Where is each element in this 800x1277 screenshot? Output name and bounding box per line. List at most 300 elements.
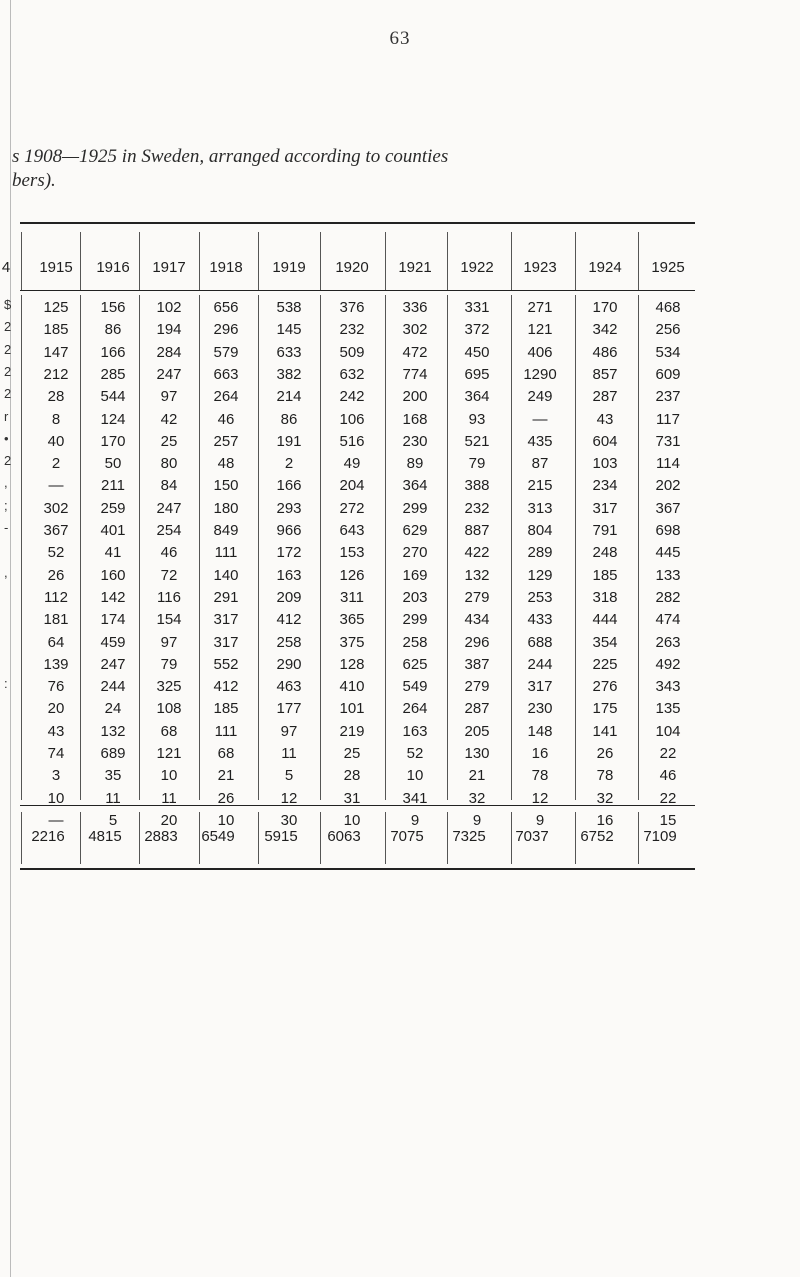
table-cell: 287: [464, 700, 490, 718]
table-cell: 237: [655, 388, 681, 406]
table-cell: 89: [406, 455, 424, 473]
table-cell: 354: [592, 633, 618, 651]
table-cell: 11: [281, 745, 297, 762]
table-cell: 74: [47, 745, 65, 762]
table-cell: 279: [464, 678, 490, 696]
table-cell: 9: [535, 811, 545, 829]
total-cell: 7037: [515, 828, 549, 845]
table-cell: 97: [280, 722, 298, 740]
table-cell: 154: [156, 611, 182, 629]
table-caption-line-1: s 1908—1925 in Sweden, arranged according to counties: [12, 146, 449, 167]
table-cell: 376: [339, 299, 365, 316]
table-cell: 317: [213, 633, 239, 651]
column-divider: [385, 232, 386, 290]
table-cell: 48: [217, 455, 235, 473]
table-cell: 121: [527, 321, 553, 339]
table-cell: 28: [343, 767, 361, 785]
table-cell: 139: [43, 655, 69, 673]
table-cell: 521: [464, 432, 490, 450]
table-cell: 25: [160, 432, 178, 450]
table-cell: 125: [43, 299, 69, 316]
table-cell: 264: [402, 700, 428, 718]
table-cell: 150: [213, 477, 239, 495]
column-divider: [199, 232, 200, 290]
column-divider: [258, 295, 259, 800]
table-cell: 257: [213, 432, 239, 450]
table-cell: 804: [527, 522, 553, 539]
table-cell: 9: [410, 811, 420, 829]
table-cell: 86: [104, 321, 122, 339]
table-cell: 49: [343, 455, 361, 473]
table-cell: 147: [43, 343, 69, 361]
table-cell: 401: [100, 522, 126, 539]
column-header-year: 1915: [39, 259, 73, 276]
table-cell: 11: [105, 789, 121, 807]
table-cell: 215: [527, 477, 553, 495]
table-cell: 279: [464, 588, 490, 606]
table-cell: 632: [339, 365, 365, 383]
table-cell: 79: [468, 455, 486, 473]
table-cell: 382: [276, 365, 302, 383]
table-cell: 285: [100, 365, 126, 383]
table-cell: 68: [160, 722, 178, 740]
column-divider: [139, 232, 140, 290]
table-cell: 116: [157, 588, 181, 606]
table-cell: 68: [217, 745, 235, 762]
table-top-rule: [20, 222, 695, 224]
table-cell: 80: [160, 455, 178, 473]
table-cell: 97: [160, 388, 178, 406]
row-stub-mark: r: [4, 408, 9, 424]
table-cell: 219: [339, 722, 365, 740]
table-cell: 22: [659, 789, 677, 807]
table-cell: 31: [343, 789, 361, 807]
table-cell: 468: [655, 299, 681, 316]
table-cell: 160: [100, 566, 126, 584]
table-cell: 24: [104, 700, 122, 718]
column-divider: [385, 295, 386, 800]
table-cell: 375: [339, 633, 365, 651]
table-cell: 174: [100, 611, 126, 629]
table-cell: 12: [280, 789, 298, 807]
table-cell: 86: [280, 410, 298, 428]
table-cell: 544: [100, 388, 126, 406]
column-header-year: 1918: [209, 259, 243, 276]
table-cell: 78: [596, 767, 614, 785]
table-cell: 698: [655, 522, 681, 539]
table-cell: 16: [596, 811, 614, 829]
table-cell: 32: [596, 789, 614, 807]
table-cell: 169: [402, 566, 428, 584]
header-bottom-rule: [20, 290, 695, 291]
table-cell: 663: [213, 365, 239, 383]
table-cell: —: [48, 477, 64, 495]
table-cell: 163: [276, 566, 302, 584]
table-cell: 486: [592, 343, 618, 361]
table-cell: 50: [104, 455, 122, 473]
table-cell: 317: [527, 678, 553, 696]
table-cell: 244: [527, 655, 553, 673]
table-cell: 103: [592, 455, 618, 473]
table-cell: 849: [213, 522, 239, 539]
row-stub-mark: 2: [4, 386, 12, 402]
table-cell: 234: [592, 477, 618, 495]
table-cell: 341: [402, 789, 428, 807]
table-cell: 318: [592, 588, 618, 606]
scan-margin-line: [10, 0, 11, 1277]
table-cell: 534: [655, 343, 681, 361]
table-cell: 492: [655, 655, 681, 673]
table-cell: 46: [217, 410, 235, 428]
table-cell: 887: [464, 522, 490, 539]
table-cell: 1290: [523, 365, 557, 383]
table-cell: 121: [156, 745, 182, 762]
row-stub-mark: 2: [4, 453, 12, 469]
table-cell: 142: [100, 588, 126, 606]
table-cell: 230: [527, 700, 553, 718]
table-cell: 170: [100, 432, 126, 450]
table-cell: 203: [402, 588, 428, 606]
table-cell: 9: [472, 811, 482, 829]
table-cell: 313: [527, 499, 553, 517]
table-cell: 263: [655, 633, 681, 651]
table-cell: 450: [464, 343, 490, 361]
column-divider: [199, 295, 200, 800]
table-cell: 331: [464, 299, 490, 316]
table-cell: 117: [656, 410, 680, 428]
column-divider: [575, 232, 576, 290]
table-cell: 270: [402, 544, 428, 562]
table-cell: 191: [276, 432, 302, 450]
table-cell: 43: [47, 722, 65, 740]
table-cell: 211: [101, 477, 125, 495]
table-cell: 276: [592, 678, 618, 696]
table-cell: 42: [160, 410, 178, 428]
total-cell: 7109: [643, 828, 677, 845]
table-cell: 135: [655, 700, 681, 718]
table-cell: 114: [656, 455, 680, 473]
table-cell: 317: [213, 611, 239, 629]
table-cell: 12: [531, 789, 549, 807]
table-cell: 302: [43, 499, 69, 517]
table-cell: 132: [100, 722, 126, 740]
table-cell: 244: [100, 678, 126, 696]
table-cell: 202: [655, 477, 681, 495]
table-cell: 254: [156, 522, 182, 539]
column-divider: [21, 295, 22, 800]
table-cell: 609: [655, 365, 681, 383]
table-cell: 78: [531, 767, 549, 785]
table-cell: 291: [213, 588, 239, 606]
table-cell: 43: [596, 410, 614, 428]
table-cell: 412: [213, 678, 239, 696]
table-cell: 41: [104, 544, 122, 562]
table-cell: —: [532, 410, 548, 428]
table-cell: 140: [213, 566, 239, 584]
table-cell: 695: [464, 365, 490, 383]
table-cell: 388: [464, 477, 490, 495]
table-cell: 966: [276, 522, 302, 539]
table-cell: 302: [402, 321, 428, 339]
row-stub-mark: ,: [4, 475, 8, 491]
table-cell: 52: [406, 745, 424, 762]
column-divider: [320, 232, 321, 290]
column-divider: [21, 232, 22, 290]
table-cell: 422: [464, 544, 490, 562]
table-cell: 93: [468, 410, 486, 428]
table-cell: 688: [527, 633, 553, 651]
table-cell: 64: [47, 633, 65, 651]
table-cell: 387: [464, 655, 490, 673]
total-cell: 6549: [201, 828, 235, 845]
table-cell: 509: [339, 343, 365, 361]
table-cell: 247: [100, 655, 126, 673]
table-cell: 129: [527, 566, 553, 584]
table-cell: 656: [213, 299, 239, 316]
table-cell: 163: [402, 722, 428, 740]
table-cell: 84: [160, 477, 178, 495]
table-cell: 180: [213, 499, 239, 517]
table-cell: 731: [655, 432, 681, 450]
table-cell: 52: [47, 544, 65, 562]
table-cell: 248: [592, 544, 618, 562]
table-cell: 791: [592, 522, 618, 539]
table-cell: 343: [655, 678, 681, 696]
row-stub-mark: 2: [4, 341, 12, 357]
total-cell: 2216: [31, 828, 65, 845]
table-cell: 148: [527, 722, 553, 740]
table-cell: 225: [592, 655, 618, 673]
row-stub-mark: 2: [4, 363, 12, 379]
row-stub-mark: ;: [4, 497, 8, 513]
table-cell: 232: [339, 321, 365, 339]
table-cell: 101: [339, 700, 365, 718]
table-cell: 40: [47, 432, 65, 450]
table-cell: 181: [43, 611, 69, 629]
table-cell: 25: [343, 745, 361, 762]
column-header-year: 1924: [588, 259, 622, 276]
header-cut-label: 4: [1, 259, 11, 276]
table-cell: 284: [156, 343, 182, 361]
table-cell: 633: [276, 343, 302, 361]
table-cell: 367: [43, 522, 69, 539]
table-cell: 549: [402, 678, 428, 696]
column-header-year: 1923: [523, 259, 557, 276]
table-cell: 552: [213, 655, 239, 673]
table-cell: 185: [213, 700, 239, 718]
column-header-year: 1922: [460, 259, 494, 276]
table-cell: 20: [160, 811, 178, 829]
table-cell: 10: [47, 789, 65, 807]
table-cell: 412: [276, 611, 302, 629]
table-cell: 444: [592, 611, 618, 629]
total-cell: 4815: [88, 828, 122, 845]
table-cell: 21: [468, 767, 486, 785]
column-header-year: 1925: [651, 259, 685, 276]
table-cell: 111: [214, 544, 238, 562]
column-header-year: 1920: [335, 259, 369, 276]
table-cell: 325: [156, 678, 182, 696]
table-cell: 299: [402, 499, 428, 517]
table-cell: 282: [655, 588, 681, 606]
table-cell: 76: [47, 678, 65, 696]
table-cell: 293: [276, 499, 302, 517]
row-stub-mark: :: [4, 676, 8, 692]
table-cell: 434: [464, 611, 490, 629]
table-cell: 625: [402, 655, 428, 673]
table-cell: 372: [464, 321, 490, 339]
table-cell: 175: [592, 700, 618, 718]
column-header-year: 1921: [398, 259, 432, 276]
page-number: 63: [389, 28, 411, 49]
table-cell: 10: [343, 811, 361, 829]
table-cell: 72: [160, 566, 178, 584]
column-divider: [447, 232, 448, 290]
table-cell: 406: [527, 343, 553, 361]
table-cell: 249: [527, 388, 553, 406]
table-cell: 857: [592, 365, 618, 383]
table-cell: 259: [100, 499, 126, 517]
table-cell: 472: [402, 343, 428, 361]
total-cell: 2883: [144, 828, 178, 845]
table-cell: 689: [100, 745, 126, 762]
table-cell: 232: [464, 499, 490, 517]
table-cell: 272: [339, 499, 365, 517]
table-caption-line-2: bers).: [12, 170, 56, 191]
table-cell: 474: [655, 611, 681, 629]
table-cell: 774: [402, 365, 428, 383]
table-cell: 200: [402, 388, 428, 406]
row-stub-mark: ,: [4, 564, 8, 580]
table-cell: 35: [104, 767, 122, 785]
table-cell: 214: [276, 388, 302, 406]
table-cell: 126: [339, 566, 365, 584]
table-cell: 194: [156, 321, 182, 339]
row-stub-mark: $: [4, 297, 12, 312]
table-cell: 112: [44, 588, 68, 606]
table-cell: 145: [276, 321, 302, 339]
column-divider: [258, 232, 259, 290]
table-cell: 133: [655, 566, 681, 584]
table-cell: 46: [160, 544, 178, 562]
table-cell: 185: [592, 566, 618, 584]
table-cell: 111: [214, 722, 238, 740]
column-divider: [575, 295, 576, 800]
table-cell: 170: [592, 299, 618, 316]
table-cell: 124: [100, 410, 126, 428]
table-cell: 10: [160, 767, 178, 785]
table-cell: 106: [339, 410, 365, 428]
table-cell: 271: [527, 299, 553, 316]
table-cell: 538: [276, 299, 302, 316]
table-cell: 22: [659, 745, 677, 762]
table-cell: —: [48, 811, 64, 829]
table-cell: 2: [284, 455, 294, 473]
table-cell: 247: [156, 365, 182, 383]
table-cell: 2: [51, 455, 61, 473]
column-divider: [21, 812, 22, 864]
row-stub-mark: 2: [4, 319, 12, 335]
total-cell: 5915: [264, 828, 298, 845]
table-cell: 579: [213, 343, 239, 361]
row-stub-mark: -: [4, 520, 9, 535]
table-cell: 258: [276, 633, 302, 651]
table-cell: 253: [527, 588, 553, 606]
table-cell: 21: [217, 767, 235, 785]
table-cell: 30: [280, 811, 298, 829]
table-cell: 79: [160, 655, 178, 673]
column-divider: [139, 295, 140, 800]
table-cell: 604: [592, 432, 618, 450]
table-cell: 166: [100, 343, 126, 361]
table-cell: 26: [596, 745, 614, 762]
table-cell: 459: [100, 633, 126, 651]
total-cell: 7325: [452, 828, 486, 845]
total-cell: 7075: [390, 828, 424, 845]
table-cell: 128: [339, 655, 365, 673]
table-cell: 172: [276, 544, 302, 562]
table-cell: 317: [592, 499, 618, 517]
table-cell: 46: [659, 767, 677, 785]
table-cell: 28: [47, 388, 65, 406]
total-cell: 6063: [327, 828, 361, 845]
table-cell: 130: [464, 745, 490, 762]
table-cell: 10: [217, 811, 235, 829]
table-cell: 445: [655, 544, 681, 562]
table-cell: 11: [161, 789, 177, 807]
table-cell: 629: [402, 522, 428, 539]
table-cell: 104: [655, 722, 681, 740]
table-cell: 132: [464, 566, 490, 584]
table-cell: 156: [100, 299, 126, 316]
table-cell: 247: [156, 499, 182, 517]
table-cell: 97: [160, 633, 178, 651]
table-cell: 435: [527, 432, 553, 450]
table-cell: 264: [213, 388, 239, 406]
table-cell: 212: [43, 365, 69, 383]
table-cell: 287: [592, 388, 618, 406]
total-cell: 6752: [580, 828, 614, 845]
table-cell: 15: [659, 811, 677, 829]
column-header-year: 1917: [152, 259, 186, 276]
column-divider: [447, 295, 448, 800]
table-cell: 10: [406, 767, 424, 785]
table-cell: 8: [51, 410, 61, 428]
table-cell: 177: [276, 700, 302, 718]
column-divider: [320, 295, 321, 800]
table-cell: 299: [402, 611, 428, 629]
row-stub-mark: •: [4, 430, 9, 446]
table-cell: 367: [655, 499, 681, 517]
table-cell: 3: [51, 767, 61, 785]
table-cell: 296: [213, 321, 239, 339]
table-cell: 205: [464, 722, 490, 740]
table-cell: 289: [527, 544, 553, 562]
table-cell: 516: [339, 432, 365, 450]
table-cell: 256: [655, 321, 681, 339]
table-bottom-rule: [20, 868, 695, 870]
table-cell: 20: [47, 700, 65, 718]
table-cell: 230: [402, 432, 428, 450]
table-cell: 185: [43, 321, 69, 339]
table-cell: 364: [464, 388, 490, 406]
table-cell: 643: [339, 522, 365, 539]
table-cell: 364: [402, 477, 428, 495]
column-divider: [511, 295, 512, 800]
table-cell: 242: [339, 388, 365, 406]
table-cell: 311: [340, 588, 364, 606]
table-cell: 336: [402, 299, 428, 316]
